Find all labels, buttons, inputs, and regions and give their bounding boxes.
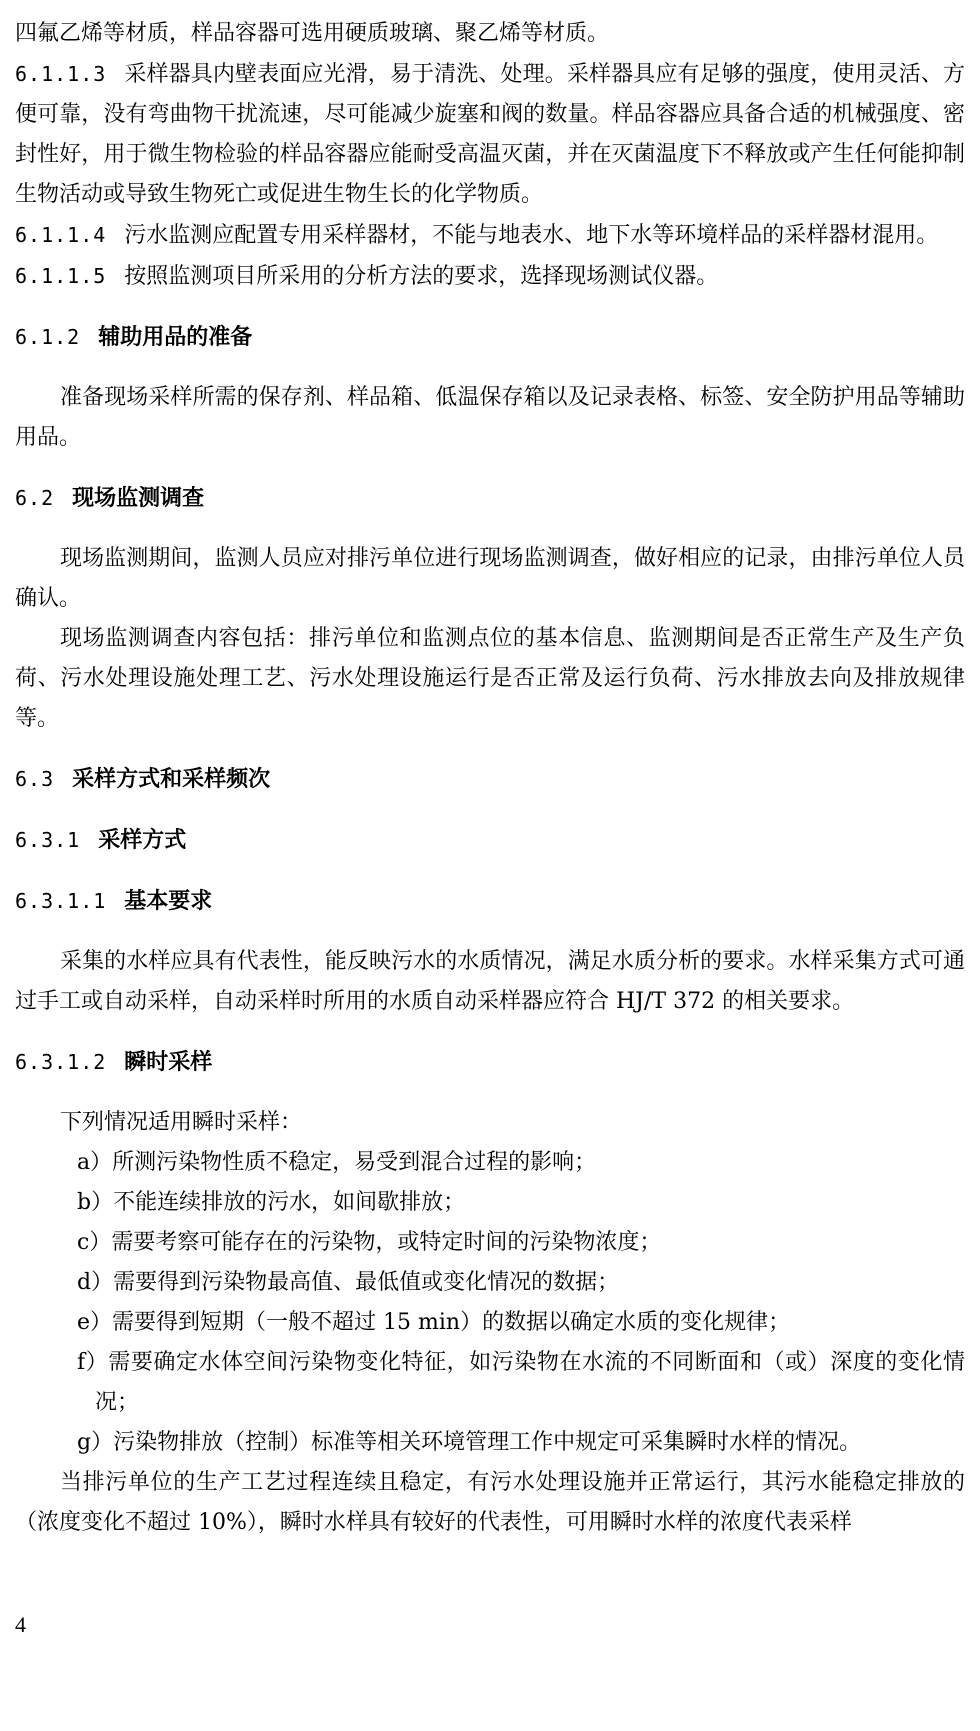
heading-number: 6.3.1.2: [15, 1050, 107, 1074]
clause-text: 按照监测项目所采用的分析方法的要求，选择现场测试仪器。: [124, 264, 719, 289]
heading-title: 现场监测调查: [72, 486, 205, 511]
clause-text: 污水监测应配置专用采样器材，不能与地表水、地下水等环境样品的采样器材混用。: [124, 223, 939, 248]
paragraph-instant-sampling-intro: 下列情况适用瞬时采样：: [60, 1110, 303, 1135]
heading-6-2: [15, 478, 965, 519]
heading-number: 6.1.2: [15, 325, 81, 349]
heading-number: 6.3.1: [15, 828, 81, 852]
paragraph-instant-sampling-end: 当排污单位的生产工艺过程连续且稳定，有污水处理设施并正常运行，其污水能稳定排放的（浓度变化不超过 10%），瞬时水样具有较好的代表性，可用瞬时水样的浓度代表采样: [15, 1470, 965, 1535]
heading-number: 6.3: [15, 767, 55, 791]
heading-6-1-2: [15, 317, 965, 358]
clause-number: 6.1.1.4: [15, 223, 107, 247]
heading-number: 6.2: [15, 486, 55, 510]
heading-6-3: [15, 759, 965, 800]
list-item: f）需要确定水体空间污染物变化特征，如污染物在水流的不同断面和（或）深度的变化情况；: [77, 1350, 965, 1415]
page-number: 4: [15, 1612, 26, 1637]
heading-number: 6.3.1.1: [15, 889, 107, 913]
list-item: e）需要得到短期（一般不超过 15 min）的数据以确定水质的变化规律；: [77, 1310, 791, 1335]
heading-6-3-1: [15, 820, 965, 861]
clause-6-1-1-3: [15, 54, 965, 215]
heading-title: 采样方式和采样频次: [72, 767, 271, 792]
list-item: a）所测污染物性质不稳定，易受到混合过程的影响；: [77, 1150, 597, 1175]
paragraph-auxiliary-items: 准备现场采样所需的保存剂、样品箱、低温保存箱以及记录表格、标签、安全防护用品等辅助用品。: [15, 385, 965, 450]
list-item: d）需要得到污染物最高值、最低值或变化情况的数据；: [77, 1270, 620, 1295]
clause-6-1-1-5: [15, 256, 965, 297]
heading-title: 瞬时采样: [124, 1050, 213, 1075]
paragraph-survey-period: 现场监测期间，监测人员应对排污单位进行现场监测调查，做好相应的记录，由排污单位人员确认。: [15, 546, 965, 611]
clause-6-1-1-4: [15, 215, 965, 256]
document-page: [15, 14, 965, 1543]
paragraph-continuation: 四氟乙烯等材质，样品容器可选用硬质玻璃、聚乙烯等材质。: [15, 21, 610, 46]
heading-6-3-1-2: [15, 1042, 965, 1083]
list-item: g）污染物排放（控制）标准等相关环境管理工作中规定可采集瞬时水样的情况。: [77, 1430, 862, 1455]
heading-6-3-1-1: [15, 881, 965, 922]
heading-title: 辅助用品的准备: [98, 325, 253, 350]
clause-text: 采样器具内壁表面应光滑，易于清洗、处理。采样器具应有足够的强度，使用灵活、方便可靠，没有弯曲物干扰流速，尽可能减少旋塞和阀的数量。样品容器应具备合适的机械强度、密封性好，用于微生物检验的样品容器应能耐受高温灭菌，并在灭菌温度下不释放或产生任何能抑制生物活动或导致生物死亡或促进生物生长的化学物质。: [15, 62, 965, 207]
clause-number: 6.1.1.5: [15, 264, 107, 288]
heading-title: 基本要求: [124, 889, 213, 914]
clause-number: 6.1.1.3: [15, 62, 107, 86]
paragraph-basic-requirements: 采集的水样应具有代表性，能反映污水的水质情况，满足水质分析的要求。水样采集方式可通过手工或自动采样，自动采样时所用的水质自动采样器应符合 HJ/T 372 的相关要求。: [15, 949, 965, 1014]
heading-title: 采样方式: [98, 828, 187, 853]
list-item: b）不能连续排放的污水，如间歇排放；: [77, 1190, 466, 1215]
paragraph-survey-content: 现场监测调查内容包括：排污单位和监测点位的基本信息、监测期间是否正常生产及生产负荷、污水处理设施处理工艺、污水处理设施运行是否正常及运行负荷、污水排放去向及排放规律等。: [15, 626, 965, 731]
list-item: c）需要考察可能存在的污染物，或特定时间的污染物浓度；: [77, 1230, 662, 1255]
